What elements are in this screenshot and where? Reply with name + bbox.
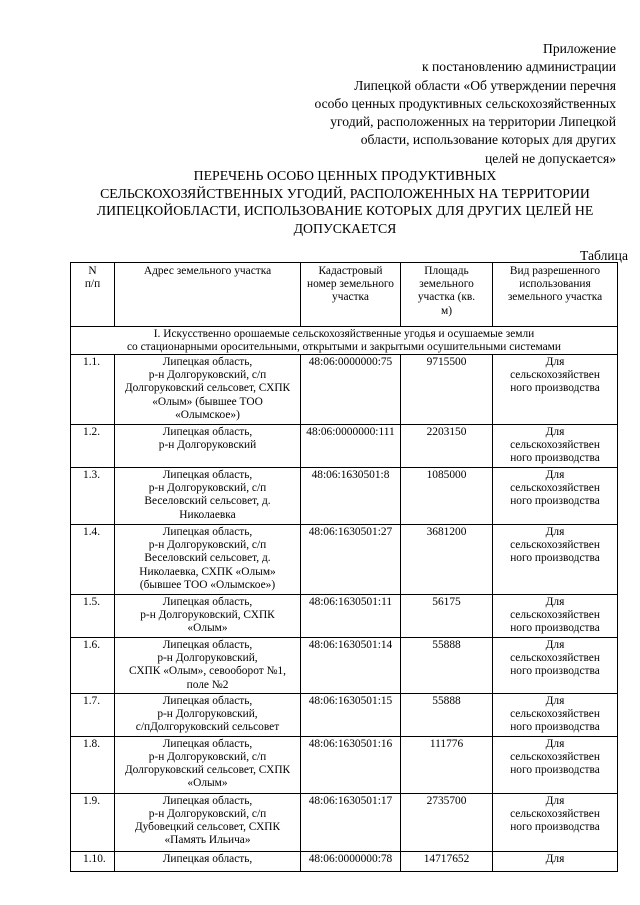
use-line: сельскохозяйствен [510, 369, 600, 382]
use-line: ного производства [510, 721, 600, 734]
cell-area: 55888 [401, 638, 493, 694]
cell-use [493, 736, 618, 793]
address-line: Дубовецкий сельсовет, СХПК [134, 821, 281, 834]
cell-area: 2735700 [401, 793, 493, 851]
header-line: земельного [419, 278, 474, 291]
use-line: ного производства [510, 382, 600, 395]
cell-use [493, 595, 618, 638]
table-row [71, 425, 618, 468]
address-line: (бывшее ТОО «Олымское») [139, 578, 276, 591]
table-caption: Таблица [580, 248, 628, 263]
appendix-block [296, 40, 616, 168]
address-line: СХПК «Олым», севооборот №1, [129, 665, 286, 678]
appendix-line: целей не допускается» [485, 150, 616, 166]
use-line: сельскохозяйствен [510, 539, 600, 552]
address-line: Веселовский сельсовет, д. [144, 495, 271, 508]
appendix-line: угодий, расположенных на территории Липецкой [330, 114, 616, 130]
cell-cadastral: 48:06:1630501:14 [301, 638, 401, 694]
address-line: р-н Долгоруковский [158, 439, 257, 452]
cell-cadastral: 48:06:1630501:11 [301, 595, 401, 638]
address-line: Николаевка [179, 508, 236, 521]
section-title [71, 327, 618, 355]
address-line: Липецкая область, [162, 469, 253, 481]
cell-use [493, 468, 618, 525]
header-line: Вид разрешенного [509, 265, 601, 277]
cell-area: 55888 [401, 694, 493, 737]
address-line: с/пДолгоруковский сельсовет [135, 721, 280, 734]
cell-area: 9715500 [401, 355, 493, 425]
address-line: «Олым» (бывшее ТОО [152, 395, 263, 408]
use-line: Для [545, 852, 565, 865]
address-line: Липецкая область, [162, 794, 253, 807]
table-row [71, 793, 618, 851]
header-line: использования [519, 278, 591, 291]
cell-number: 1.10. [71, 851, 115, 871]
table-row [71, 355, 618, 425]
cell-number: 1.3. [71, 468, 115, 525]
use-line: Для [545, 695, 565, 707]
header-line: участка [332, 291, 369, 304]
address-line: поле №2 [186, 678, 229, 691]
address-line: Долгоруковский сельсовет, СХПК [124, 764, 291, 777]
cell-address [115, 468, 301, 525]
cell-cadastral: 48:06:1630501:8 [301, 468, 401, 525]
use-line: Для [545, 794, 565, 807]
document-title [60, 167, 630, 237]
cell-address [115, 851, 301, 871]
use-line: ного производства [510, 665, 600, 678]
use-line: Для [545, 426, 565, 438]
appendix-line: Приложение [543, 41, 616, 56]
use-line: сельскохозяйствен [510, 439, 600, 452]
cell-area: 14717652 [401, 851, 493, 871]
cell-number: 1.5. [71, 595, 115, 638]
header-line: номер земельного [307, 278, 394, 291]
cell-address [115, 793, 301, 851]
address-line: р-н Долгоруковский, с/п [148, 807, 267, 820]
land-table [70, 262, 618, 872]
use-line: сельскохозяйствен [510, 807, 600, 820]
use-line: сельскохозяйствен [510, 482, 600, 495]
header-line: м) [440, 304, 452, 317]
address-line: Липецкая область, [162, 596, 253, 608]
cell-area: 56175 [401, 595, 493, 638]
title-line: ПЕРЕЧЕНЬ ОСОБО ЦЕННЫХ ПРОДУКТИВНЫХ [193, 168, 497, 183]
header-cadastral [301, 263, 401, 327]
use-line: Для [545, 469, 565, 481]
address-line: р-н Долгоруковский, с/п [148, 539, 267, 552]
section-line: со стационарными оросительными, открытыми и закрытыми осушительными системами [127, 340, 561, 353]
cell-use [493, 793, 618, 851]
cell-number: 1.8. [71, 736, 115, 793]
cell-address [115, 525, 301, 595]
header-line: Адрес земельного участка [143, 265, 272, 277]
address-line: Липецкая область, [162, 852, 253, 865]
use-line: Для [545, 596, 565, 608]
header-line: земельного участка [507, 291, 603, 304]
table-row [71, 736, 618, 793]
address-line: р-н Долгоруковский, с/п [148, 750, 267, 763]
title-line: ДОПУСКАЕТСЯ [293, 220, 397, 236]
address-line: «Олымское») [175, 408, 240, 421]
cell-number: 1.9. [71, 793, 115, 851]
appendix-line: к постановлению администрации [422, 59, 616, 75]
cell-cadastral: 48:06:1630501:27 [301, 525, 401, 595]
cell-use [493, 355, 618, 425]
cell-area: 111776 [401, 736, 493, 793]
cell-cadastral: 48:06:1630501:17 [301, 793, 401, 851]
cell-number: 1.2. [71, 425, 115, 468]
cell-area: 2203150 [401, 425, 493, 468]
use-line: сельскохозяйствен [510, 652, 600, 665]
use-line: ного производства [510, 622, 600, 635]
use-line: Для [545, 526, 565, 538]
cell-address [115, 638, 301, 694]
use-line: ного производства [510, 452, 600, 465]
cell-address [115, 736, 301, 793]
address-line: р-н Долгоруковский, с/п [148, 369, 267, 382]
address-line: р-н Долгоруковский, [157, 652, 258, 665]
use-line: сельскохозяйствен [510, 750, 600, 763]
address-line: Веселовский сельсовет, д. [144, 552, 271, 565]
cell-area: 3681200 [401, 525, 493, 595]
title-line: СЕЛЬСКОХОЗЯЙСТВЕННЫХ УГОДИЙ, РАСПОЛОЖЕННЫХ НА ТЕРРИТОРИИ [100, 185, 590, 201]
cell-use [493, 425, 618, 468]
cell-use [493, 851, 618, 871]
table-row [71, 694, 618, 737]
address-line: «Олым» [187, 777, 228, 790]
cell-address [115, 355, 301, 425]
table-row [71, 525, 618, 595]
table-row [71, 595, 618, 638]
address-line: Липецкая область, [162, 695, 253, 707]
use-line: сельскохозяйствен [510, 708, 600, 721]
address-line: «Память Ильича» [164, 834, 251, 847]
use-line: сельскохозяйствен [510, 609, 600, 622]
cell-cadastral: 48:06:0000000:111 [301, 425, 401, 468]
cell-address [115, 694, 301, 737]
appendix-line: особо ценных продуктивных сельскохозяйственных [314, 95, 616, 111]
header-line: участка (кв. [417, 291, 476, 304]
use-line: ного производства [510, 552, 600, 565]
cell-address [115, 425, 301, 468]
address-line: Липецкая область, [162, 526, 253, 538]
address-line: р-н Долгоруковский, с/п [148, 482, 267, 495]
cell-number: 1.1. [71, 355, 115, 425]
cell-cadastral: 48:06:0000000:78 [301, 851, 401, 871]
table-row [71, 468, 618, 525]
header-area [401, 263, 493, 327]
address-line: Липецкая область, [162, 639, 253, 651]
cell-cadastral: 48:06:0000000:75 [301, 355, 401, 425]
use-line: ного производства [510, 764, 600, 777]
cell-number: 1.7. [71, 694, 115, 737]
header-number [71, 263, 115, 327]
cell-number: 1.6. [71, 638, 115, 694]
header-address [115, 263, 301, 327]
section-line: I. Искусственно орошаемые сельскохозяйственные угодья и осушаемые земли [153, 328, 535, 340]
appendix-line: Липецкой области «Об утверждении перечня [354, 77, 616, 93]
title-line: ЛИПЕЦКОЙОБЛАСТИ, ИСПОЛЬЗОВАНИЕ КОТОРЫХ ДЛЯ ДРУГИХ ЦЕЛЕЙ НЕ [96, 203, 594, 218]
cell-area: 1085000 [401, 468, 493, 525]
use-line: Для [545, 639, 565, 651]
appendix-line: области, использование которых для других [360, 132, 616, 148]
cell-address [115, 595, 301, 638]
address-line: Липецкая область, [162, 426, 253, 438]
header-use [493, 263, 618, 327]
address-line: «Олым» [187, 622, 228, 635]
use-line: ного производства [510, 495, 600, 508]
cell-number: 1.4. [71, 525, 115, 595]
table-header-row [71, 263, 618, 327]
table-row [71, 851, 618, 871]
cell-use [493, 694, 618, 737]
address-line: р-н Долгоруковский, СХПК [140, 609, 275, 622]
header-line: Площадь [424, 265, 469, 277]
cell-cadastral: 48:06:1630501:15 [301, 694, 401, 737]
header-line: N [88, 265, 97, 277]
address-line: Долгоруковский сельсовет, СХПК [124, 382, 291, 395]
cell-use [493, 525, 618, 595]
cell-cadastral: 48:06:1630501:16 [301, 736, 401, 793]
address-line: Липецкая область, [162, 356, 253, 368]
use-line: ного производства [510, 821, 600, 834]
address-line: р-н Долгоруковский, [157, 708, 258, 721]
use-line: Для [545, 356, 565, 368]
address-line: Липецкая область, [162, 737, 253, 750]
header-line: п/п [84, 278, 101, 291]
section-row [71, 327, 618, 355]
cell-use [493, 638, 618, 694]
address-line: Николаевка, СХПК «Олым» [139, 565, 276, 578]
table-row [71, 638, 618, 694]
header-line: Кадастровый [318, 265, 383, 277]
use-line: Для [545, 737, 565, 750]
